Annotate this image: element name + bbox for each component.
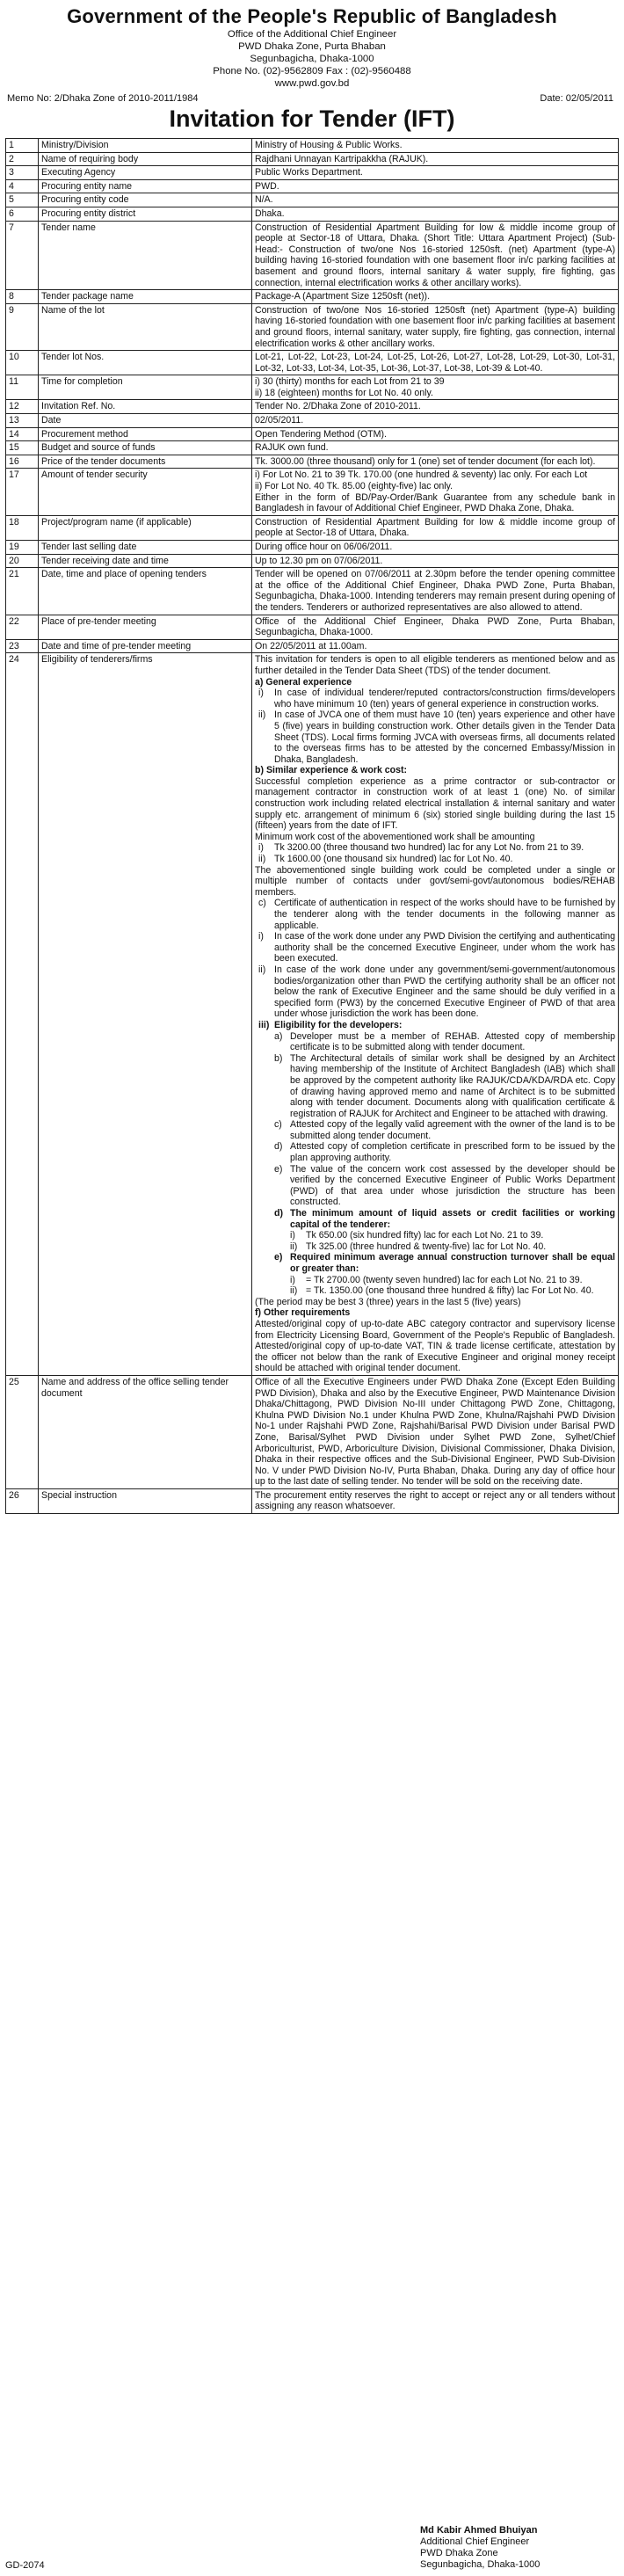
row-label: Date, time and place of opening tenders xyxy=(39,568,252,615)
table-row xyxy=(6,207,619,221)
signatory-title: Additional Chief Engineer xyxy=(420,2536,530,2547)
row-label: Eligibility of tenderers/firms xyxy=(39,653,252,1376)
row-value: RAJUK own fund. xyxy=(252,441,619,455)
other-requirements-text: Attested/original copy of up-to-date ABC category contractor and supervisory license from Electricity Licensing Board, Government of the People's Republic of Bangladesh. Attested/original copy of up-to-date VAT, TIN & trade license certificate, attestation by the officer not below than the rank of Executive Engineer and original money receipt should be attached with original tender document. xyxy=(255,1318,615,1374)
row-number: 4 xyxy=(6,179,39,193)
row-value: On 22/05/2011 at 11.00am. xyxy=(252,639,619,653)
list-item: i) For Lot No. 21 to 39 Tk. 170.00 (one hundred & seventy) lac only. For each Lot xyxy=(255,469,588,481)
row-value: N/A. xyxy=(252,193,619,207)
row-number: 16 xyxy=(6,455,39,469)
table-row xyxy=(6,615,619,639)
table-row xyxy=(6,152,619,166)
row-label: Executing Agency xyxy=(39,166,252,180)
similar-experience-heading: b) Similar experience & work cost: xyxy=(255,765,408,776)
row-value: Up to 12.30 pm on 07/06/2011. xyxy=(252,554,619,568)
row-value: During office hour on 06/06/2011. xyxy=(252,541,619,555)
row-number: 9 xyxy=(6,303,39,350)
row-number: 1 xyxy=(6,139,39,153)
row-value: Tk. 3000.00 (three thousand) only for 1 (one) set of tender document (for each lot). xyxy=(252,455,619,469)
government-title: Government of the People's Republic of Bangladesh xyxy=(67,5,557,27)
table-row xyxy=(6,400,619,414)
table-row xyxy=(6,221,619,290)
row-label: Special instruction xyxy=(39,1488,252,1513)
table-row xyxy=(6,179,619,193)
table-row xyxy=(6,166,619,180)
document-title: Invitation for Tender (IFT) xyxy=(169,106,455,132)
row-value: Construction of Residential Apartment Building for low & middle income group of people at Sector-18 of Uttara, Dhaka. xyxy=(252,515,619,540)
memo-number: Memo No: 2/Dhaka Zone of 2010-2011/1984 xyxy=(7,93,199,104)
list-item: d) Attested copy of completion certificate in prescribed form to be issued by the plan approving authority. xyxy=(274,1141,615,1164)
table-row xyxy=(6,541,619,555)
list-item: ii) Tk 325.00 (three hundred & twenty-five) lac for Lot No. 40. xyxy=(290,1241,547,1252)
tender-table-body-eligibility xyxy=(6,653,619,1514)
list-item: i) Tk 650.00 (six hundred fifty) lac for each Lot No. 21 to 39. xyxy=(290,1230,544,1241)
table-row xyxy=(6,139,619,153)
list-item: i) Tk 3200.00 (three thousand two hundred) lac for any Lot No. from 21 to 39. xyxy=(258,842,584,854)
row-label: Amount of tender security xyxy=(39,469,252,515)
eligibility-cell xyxy=(252,653,619,1376)
row-number: 2 xyxy=(6,152,39,166)
memo-date: Date: 02/05/2011 xyxy=(540,93,613,104)
tender-table-body xyxy=(6,139,619,653)
table-row xyxy=(6,441,619,455)
row-value: Tender will be opened on 07/06/2011 at 2.30pm before the tender opening committee at the office of the Additional Chief Engineer, Dhaka PWD Zone, Purta Bhaban, Segunbagicha, Dhaka-1000. Intending tenderers may remain present during opening of the tenders. Tenderers or authorized representatives are also allowed to attend. xyxy=(252,568,619,615)
table-row xyxy=(6,469,619,515)
row-number: 14 xyxy=(6,427,39,441)
contracts-note: The abovementioned single building work could be completed under a single or multiple number of contacts under govt/semi-govt/autonomous bodies/REHAB members. xyxy=(255,864,615,898)
tender-notice xyxy=(5,4,619,1514)
signatory-address: Segunbagicha, Dhaka-1000 xyxy=(420,2559,541,2570)
row-number: 7 xyxy=(6,221,39,290)
list-item: c) Attested copy of the legally valid agreement with the owner of the land is to be submitted along tender document. xyxy=(274,1119,615,1141)
row-value: Package-A (Apartment Size 1250sft (net)). xyxy=(252,290,619,304)
row-label: Name of requiring body xyxy=(39,152,252,166)
row-note: Either in the form of BD/Pay-Order/Bank Guarantee from any schedule bank in Bangladesh in favour of Additional Chief Engineer, PWD Dhaka Zone, Dhaka. xyxy=(255,491,615,514)
general-experience-heading: a) General experience xyxy=(255,676,352,688)
row-value: Dhaka. xyxy=(252,207,619,221)
turnover-period-note: (The period may be best 3 (three) years in the last 5 (five) years) xyxy=(255,1296,521,1307)
table-row xyxy=(6,351,619,375)
minimum-work-cost: Minimum work cost of the abovementioned work shall be amounting xyxy=(255,831,535,842)
row-number: 18 xyxy=(6,515,39,540)
list-item: ii) = Tk. 1350.00 (one thousand three hundred & fifty) lac For Lot No. 40. xyxy=(290,1285,594,1297)
row-label: Date and time of pre-tender meeting xyxy=(39,639,252,653)
row-label: Procuring entity code xyxy=(39,193,252,207)
row-label: Price of the tender documents xyxy=(39,455,252,469)
list-item: b) The Architectural details of similar work shall be designed by an Architect having membership of the Institute of Architect Bangladesh (IAB) which shall be approved by the competent authority like RAJUK/CDA/KDA/RDA etc. Copy of drawing having approved memo and name of Architect is to be submitted along with tender document. Documents along with qualification certificate & registration of RAJUK for Architect and Engineer to be attached with drawing. xyxy=(274,1052,615,1119)
table-row xyxy=(6,193,619,207)
eligibility-intro: This invitation for tenders is open to all eligible tenderers as mentioned below and as further detailed in the Tender Data Sheet (TDS) of the tender document. xyxy=(255,654,615,676)
row-label: Name and address of the office selling tender document xyxy=(39,1375,252,1488)
row-value: Rajdhani Unnayan Kartripakkha (RAJUK). xyxy=(252,152,619,166)
list-item: a) Developer must be a member of REHAB. Attested copy of membership certificate is to be submitted along with tender document. xyxy=(274,1030,615,1053)
row-number: 17 xyxy=(6,469,39,515)
table-row xyxy=(6,455,619,469)
table-row xyxy=(6,639,619,653)
similar-experience-text: Successful completion experience as a prime contractor or sub-contractor or management contractor in construction work of at least 1 (one) No. of similar construction work including related electrical installation & internal sanitary and water supply etc. arrangement of minimum 6 (six) storied single building during the last 15 (fifteen) years from the date of IFT. xyxy=(255,775,615,832)
row-value xyxy=(252,469,619,515)
list-item: i) In case of the work done under any PWD Division the certifying and authenticating authority shall be the concerned Executive Engineer, under whom the work has been executed. xyxy=(258,931,615,964)
row-label: Project/program name (if applicable) xyxy=(39,515,252,540)
liquid-assets-heading: d) The minimum amount of liquid assets or credit facilities or working capital of the tenderer: xyxy=(274,1208,615,1230)
office-name: Office of the Additional Chief Engineer xyxy=(227,29,397,40)
signatory-zone: PWD Dhaka Zone xyxy=(420,2548,498,2558)
row-number: 5 xyxy=(6,193,39,207)
list-item: ii) For Lot No. 40 Tk. 85.00 (eighty-five) lac only. xyxy=(255,481,453,492)
other-requirements-heading: f) Other requirements xyxy=(255,1307,351,1319)
row-label: Procurement method xyxy=(39,427,252,441)
memo-row xyxy=(5,93,619,104)
row-value: PWD. xyxy=(252,179,619,193)
footer-code: GD-2074 xyxy=(5,2560,45,2571)
list-item: ii) 18 (eighteen) months for Lot No. 40 only. xyxy=(255,387,433,398)
row-number: 3 xyxy=(6,166,39,180)
row-number: 15 xyxy=(6,441,39,455)
list-item: ii) In case of the work done under any government/semi-government/autonomous bodies/organization other than PWD the certifying authority shall be an officer not below the rank of Executive Engineer and the same should be duly verified in a specified form (PW3) by the concerned Executive Engineer of PWD of that area under whose jurisdiction the work has been done. xyxy=(258,964,615,1020)
row-label: Budget and source of funds xyxy=(39,441,252,455)
list-item: i) In case of individual tenderer/reputed contractors/construction firms/developers who have minimum 10 (ten) years of general experience in construction works. xyxy=(258,688,615,709)
row-label: Tender last selling date xyxy=(39,541,252,555)
row-value: Open Tendering Method (OTM). xyxy=(252,427,619,441)
row-label: Ministry/Division xyxy=(39,139,252,153)
office-address: Segunbagicha, Dhaka-1000 xyxy=(250,54,374,64)
list-item: i) 30 (thirty) months for each Lot from 21 to 39 xyxy=(255,376,445,388)
row-value: The procurement entity reserves the right to accept or reject any or all tenders without assigning any reason whatsoever. xyxy=(252,1488,619,1513)
row-value: Lot-21, Lot-22, Lot-23, Lot-24, Lot-25, Lot-26, Lot-27, Lot-28, Lot-29, Lot-30, Lot-31, Lot-32, Lot-33, Lot-34, Lot-35, Lot-36, Lot-37, Lot-38, Lot-39 & Lot-40. xyxy=(252,351,619,375)
row-value: Ministry of Housing & Public Works. xyxy=(252,139,619,153)
table-row-26 xyxy=(6,1488,619,1513)
table-row xyxy=(6,515,619,540)
row-number: 8 xyxy=(6,290,39,304)
row-label: Time for completion xyxy=(39,375,252,400)
row-number: 21 xyxy=(6,568,39,615)
row-value: Construction of Residential Apartment Building for low & middle income group of people at Sector-18 of Uttara, Dhaka. (Short Title: Uttara Apartment Project) (Sub-Head:- Construction of two/one Nos 16-storied 1250sft. (net) Apartment (type-A) building having 16-storied foundation with one basement floor in/c parking facilities at basement and ground floors, internal sanitary & water supply, fire fighting, gas connection, internal electrification works & other ancillary works). xyxy=(252,221,619,290)
website: www.pwd.gov.bd xyxy=(274,78,350,89)
table-row-24 xyxy=(6,653,619,1376)
row-value: Public Works Department. xyxy=(252,166,619,180)
row-label: Invitation Ref. No. xyxy=(39,400,252,414)
row-label: Tender name xyxy=(39,221,252,290)
list-item: e) The value of the concern work cost assessed by the developer should be verified by the concerned Executive Engineer of Public Works Department (PWD) of that area under whose jurisdiction the structure has been constructed. xyxy=(274,1163,615,1208)
row-number: 13 xyxy=(6,414,39,428)
row-label: Tender package name xyxy=(39,290,252,304)
signatory-name: Md Kabir Ahmed Bhuiyan xyxy=(420,2525,538,2536)
row-label: Tender lot Nos. xyxy=(39,351,252,375)
table-row xyxy=(6,290,619,304)
row-number: 19 xyxy=(6,541,39,555)
row-label: Procuring entity name xyxy=(39,179,252,193)
table-row xyxy=(6,375,619,400)
row-label: Name of the lot xyxy=(39,303,252,350)
list-item: i) = Tk 2700.00 (twenty seven hundred) lac for each Lot No. 21 to 39. xyxy=(290,1274,583,1285)
row-number: 23 xyxy=(6,639,39,653)
row-value: Office of the Additional Chief Engineer, Dhaka PWD Zone, Purta Bhaban, Segunbagicha, Dhaka-1000. xyxy=(252,615,619,639)
developer-eligibility-heading: iii) Eligibility for the developers: xyxy=(258,1019,403,1030)
row-number: 26 xyxy=(6,1488,39,1513)
row-label: Place of pre-tender meeting xyxy=(39,615,252,639)
row-number: 10 xyxy=(6,351,39,375)
signature-block xyxy=(420,2525,613,2571)
row-number: 11 xyxy=(6,375,39,400)
phone-fax: Phone No. (02)-9562809 Fax : (02)-9560488 xyxy=(213,66,411,76)
row-number: 20 xyxy=(6,554,39,568)
zone-name: PWD Dhaka Zone, Purta Bhaban xyxy=(238,41,386,52)
table-row-25 xyxy=(6,1375,619,1488)
table-row xyxy=(6,303,619,350)
row-value xyxy=(252,375,619,400)
row-value: 02/05/2011. xyxy=(252,414,619,428)
row-number: 25 xyxy=(6,1375,39,1488)
list-item: c) Certificate of authentication in respect of the works should have to be furnished by the tenderer along with the tender documents in the following manner as applicable. xyxy=(258,898,615,931)
table-row xyxy=(6,568,619,615)
row-label: Tender receiving date and time xyxy=(39,554,252,568)
row-number: 6 xyxy=(6,207,39,221)
row-number: 24 xyxy=(6,653,39,1376)
row-label: Date xyxy=(39,414,252,428)
table-row xyxy=(6,414,619,428)
row-value: Construction of two/one Nos 16-storied 1250sft (net) Apartment (type-A) building having 16-storied foundation with one basement floor in/c parking facilities at basement and ground floors, internal sanitary, water supply, fire fighting, gas connection, internal electrification works & other ancillary works. xyxy=(252,303,619,350)
row-value: Tender No. 2/Dhaka Zone of 2010-2011. xyxy=(252,400,619,414)
row-value: Office of all the Executive Engineers under PWD Dhaka Zone (Except Eden Building PWD Division), Dhaka and also by the Executive Engineer, PWD Maintenance Division Dhaka/Chittagong, PWD Division No-III under Chittagong PWD Zone, Chittagong, Khulna PWD Division No.1 under Khulna PWD Zone, Khulna/Rajshahi PWD Division No-1 under Rajshahi PWD Zone, Rajshahi/Barisal PWD Division under Barisal PWD Zone, Barisal/Sylhet PWD Division under Sylhet PWD Zone, Sylhet/Chief Arboriculturist, PWD, Arboriculture Division, Divisional Commissioner, Dhaka Division, Dhaka in their respective offices and the Sub-Divisional Engineer, PWD Sub-Division No. V under PWD Division No-IV, Purta Bhaban, Dhaka. During any day of office hour up to the last date of selling tender. No tender will be sold on the receiving date. xyxy=(252,1375,619,1488)
row-number: 22 xyxy=(6,615,39,639)
table-row xyxy=(6,554,619,568)
list-item: ii) In case of JVCA one of them must have 10 (ten) years experience and other have 5 (five) years in building construction work. Other details given in the Tender Data Sheet (TDS). Local firms forming JVCA with overseas firms, all documents related to the overseas firms has to be attested by the concerned Embassy/Mission in Dhaka, Bangladesh. xyxy=(258,709,615,765)
tender-table xyxy=(5,138,619,1514)
row-label: Procuring entity district xyxy=(39,207,252,221)
table-row xyxy=(6,427,619,441)
row-number: 12 xyxy=(6,400,39,414)
list-item: ii) Tk 1600.00 (one thousand six hundred) lac for Lot No. 40. xyxy=(258,854,513,865)
turnover-heading: e) Required minimum average annual construction turnover shall be equal or greater than: xyxy=(274,1252,615,1274)
